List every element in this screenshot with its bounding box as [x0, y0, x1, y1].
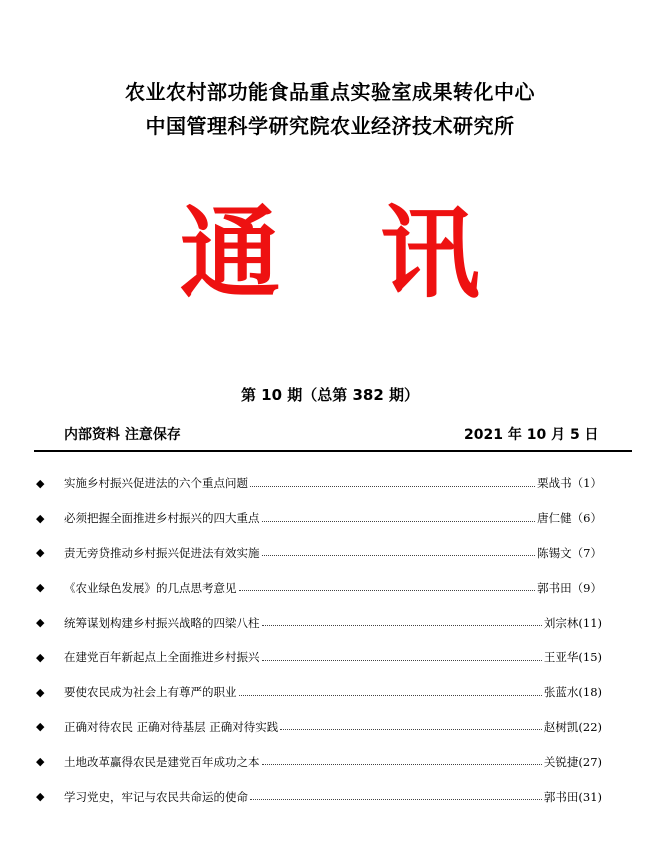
- toc-item-title: 在建党百年新起点上全面推进乡村振兴: [64, 650, 260, 665]
- toc-item[interactable]: [36, 779, 602, 814]
- diamond-bullet-icon: ◆: [36, 616, 45, 630]
- toc-item-author-page: 关锐捷(27): [543, 754, 602, 769]
- toc-item-author-page: 唐仁健（6）: [537, 511, 602, 526]
- toc-item-title: 统筹谋划构建乡村振兴战略的四梁八柱: [64, 615, 260, 630]
- toc-item[interactable]: [36, 501, 602, 536]
- diamond-bullet-icon: ◆: [36, 581, 45, 595]
- toc-item-title: 实施乡村振兴促进法的六个重点问题: [64, 476, 248, 491]
- toc-leader-dots: [262, 515, 536, 522]
- toc-item-title: 《农业绿色发展》的几点思考意见: [64, 580, 237, 595]
- toc-item-title: 要使农民成为社会上有尊严的职业: [64, 685, 237, 700]
- toc-leader-dots: [239, 584, 536, 591]
- toc-item-title: 学习党史，牢记与农民共命运的使命: [64, 789, 248, 804]
- toc-item-author-page: 刘宗林(11): [543, 615, 602, 630]
- diamond-bullet-icon: ◆: [36, 476, 45, 490]
- toc-item-author-page: 郭书田(31): [543, 789, 602, 804]
- toc-item-author-page: 栗战书（1）: [537, 476, 602, 491]
- toc-leader-dots: [262, 619, 542, 626]
- toc-item[interactable]: [36, 605, 602, 640]
- diamond-bullet-icon: ◆: [36, 546, 45, 560]
- classification-label: 内部资料 注意保存: [64, 427, 181, 443]
- toc-item-author-page: 郭书田（9）: [537, 580, 602, 595]
- toc-item-title: 正确对待农民 正确对待基层 正确对待实践: [64, 719, 279, 734]
- title-char-1: 通: [180, 194, 280, 312]
- toc-item-author-page: 陈锡文（7）: [537, 545, 602, 560]
- issue-number: 第 10 期（总第 382 期）: [240, 386, 420, 404]
- toc-leader-dots: [262, 654, 542, 661]
- diamond-bullet-icon: ◆: [36, 755, 45, 769]
- toc-item[interactable]: [36, 675, 602, 710]
- header-divider: [34, 450, 632, 452]
- toc-item-title: 必须把握全面推进乡村振兴的四大重点: [64, 511, 260, 526]
- toc-item[interactable]: [36, 710, 602, 745]
- title-char-2: 讯: [380, 194, 480, 312]
- diamond-bullet-icon: ◆: [36, 720, 45, 734]
- diamond-bullet-icon: ◆: [36, 650, 45, 664]
- toc-item[interactable]: [36, 466, 602, 501]
- table-of-contents: [36, 466, 602, 814]
- diamond-bullet-icon: ◆: [36, 790, 45, 804]
- toc-item-author-page: 赵树凯(22): [543, 719, 602, 734]
- toc-item-title: 土地改革赢得农民是建党百年成功之本: [64, 754, 260, 769]
- toc-leader-dots: [262, 549, 536, 556]
- toc-leader-dots: [250, 793, 542, 800]
- diamond-bullet-icon: ◆: [36, 511, 45, 525]
- toc-item[interactable]: [36, 640, 602, 675]
- org-line-1: 农业农村部功能食品重点实验室成果转化中心: [125, 80, 535, 104]
- toc-item-author-page: 张蓝水(18): [543, 685, 602, 700]
- toc-item-title: 责无旁贷推动乡村振兴促进法有效实施: [64, 545, 260, 560]
- toc-leader-dots: [262, 758, 542, 765]
- diamond-bullet-icon: ◆: [36, 685, 45, 699]
- publication-date: 2021 年 10 月 5 日: [464, 427, 599, 443]
- toc-item[interactable]: [36, 536, 602, 571]
- toc-leader-dots: [280, 723, 542, 730]
- newsletter-title: [0, 194, 660, 312]
- toc-item-author-page: 王亚华(15): [543, 650, 602, 665]
- toc-leader-dots: [239, 689, 542, 696]
- toc-leader-dots: [250, 480, 535, 487]
- toc-item[interactable]: [36, 570, 602, 605]
- org-line-2: 中国管理科学研究院农业经济技术研究所: [145, 114, 515, 138]
- toc-item[interactable]: [36, 744, 602, 779]
